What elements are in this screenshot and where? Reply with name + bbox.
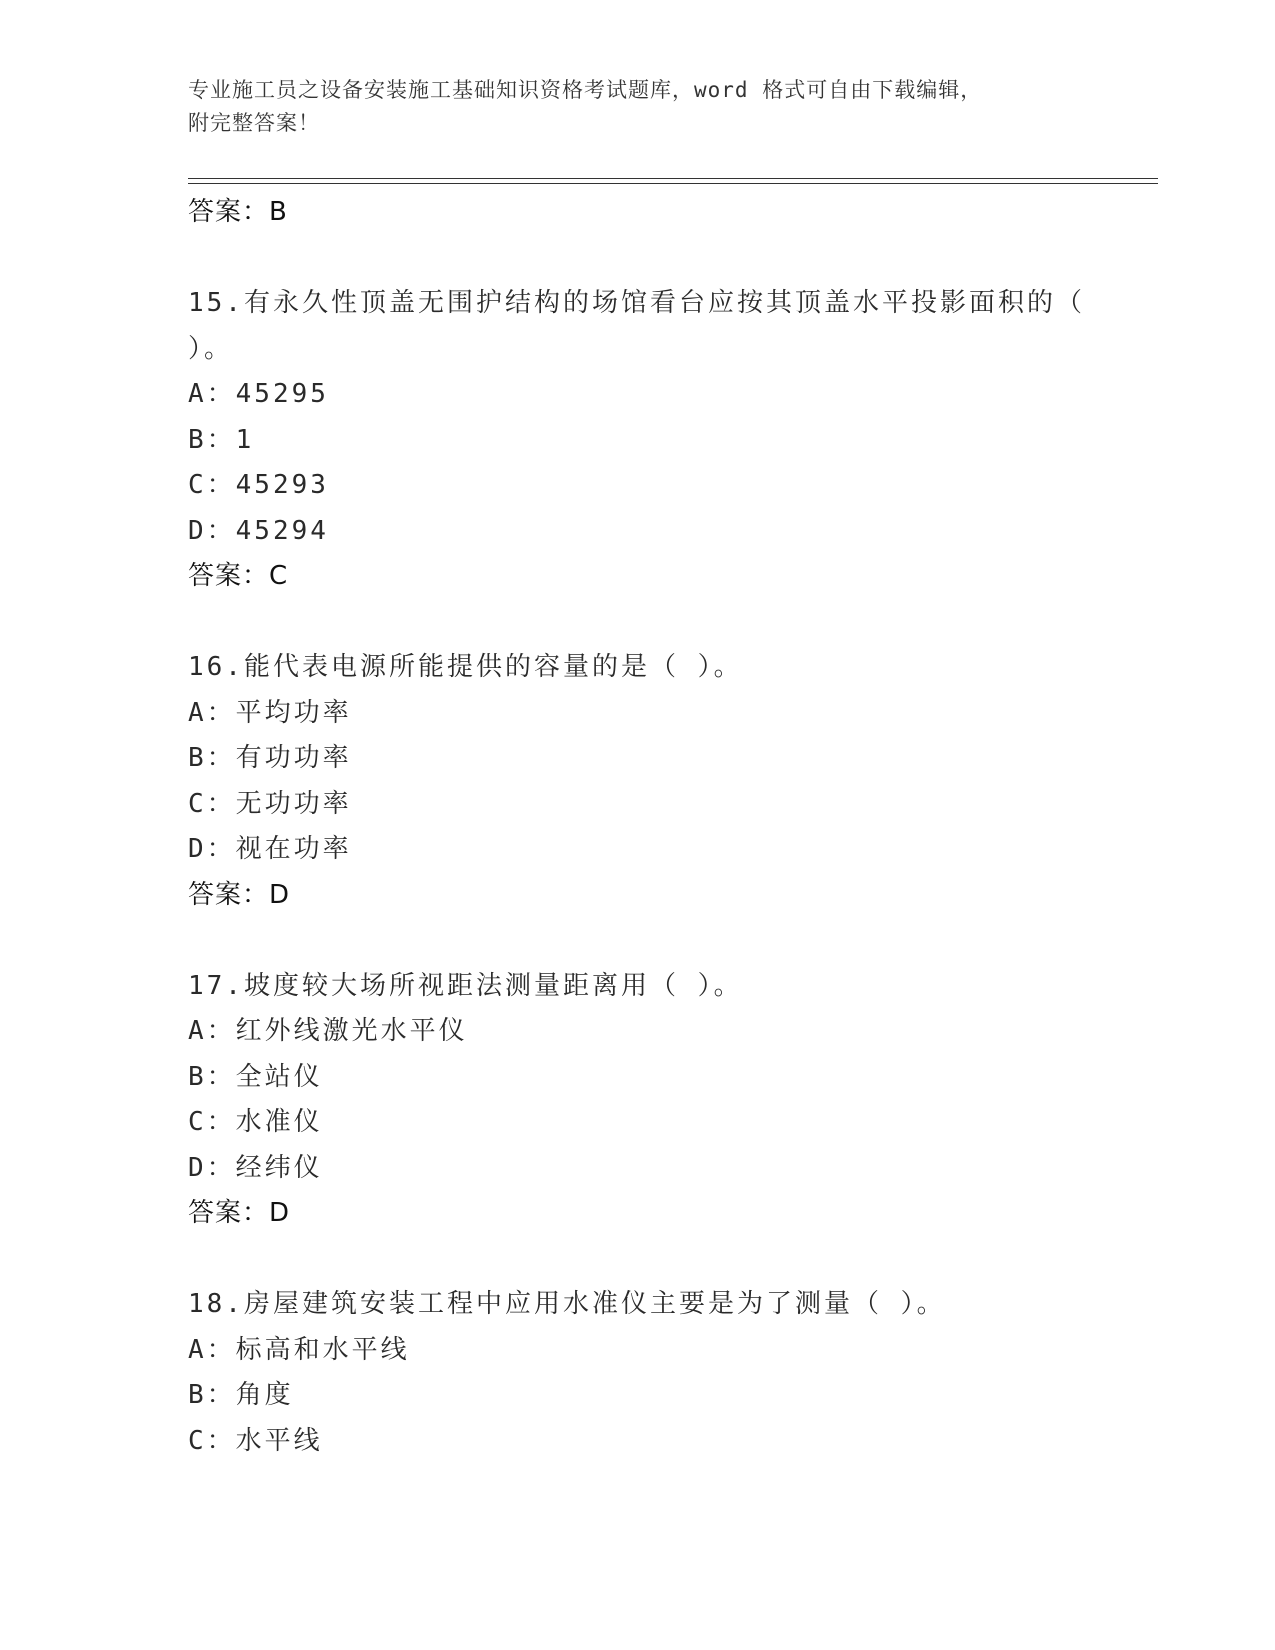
option-b: B：角度 [188, 1380, 294, 1410]
question-16 [188, 645, 1088, 918]
answer: 答案：C [188, 561, 289, 591]
question-17 [188, 964, 1088, 1237]
option-d: D：经纬仪 [188, 1152, 323, 1183]
header-rule-bottom [188, 183, 1158, 184]
question-list [188, 190, 1088, 1464]
option-a: A：标高和水平线 [188, 1334, 410, 1365]
answer: 答案：D [188, 879, 291, 910]
header-rule-top [188, 178, 1158, 179]
option-b: B：全站仪 [188, 1061, 323, 1092]
option-a: A：平均功率 [188, 697, 352, 728]
question-18 [188, 1282, 1088, 1464]
answer: 答案：D [188, 1198, 291, 1228]
option-b: B：有功功率 [188, 743, 352, 773]
previous-answer: 答案：B [188, 197, 288, 227]
question-stem: 16.能代表电源所能提供的容量的是（ ）。 [188, 652, 743, 682]
question-15 [188, 281, 1088, 600]
header-line-2: 附完整答案！ [188, 111, 320, 135]
question-stem: 17.坡度较大场所视距法测量距离用（ ）。 [188, 970, 743, 1001]
option-b: B：1 [188, 424, 255, 455]
option-d: D：视在功率 [188, 834, 352, 864]
option-a: A：红外线激光水平仪 [188, 1016, 468, 1046]
option-d: D：45294 [188, 515, 329, 546]
option-a: A：45295 [188, 379, 329, 409]
option-c: C：45293 [188, 470, 329, 500]
spacer [188, 918, 1088, 964]
spacer [188, 600, 1088, 646]
question-stem: 15.有永久性顶盖无围护结构的场馆看台应按其顶盖水平投影面积的（ [188, 288, 1085, 318]
question-stem: 18.房屋建筑安装工程中应用水准仪主要是为了测量（ ）。 [188, 1289, 946, 1319]
option-c: C：水平线 [188, 1425, 323, 1456]
option-c: C：无功功率 [188, 788, 352, 819]
document-header [188, 74, 1088, 140]
header-line-1: 专业施工员之设备安装施工基础知识资格考试题库，word 格式可自由下载编辑， [188, 78, 983, 102]
option-c: C：水准仪 [188, 1107, 323, 1137]
spacer [188, 236, 1088, 282]
question-stem-continued: ）。 [188, 333, 234, 364]
spacer [188, 1237, 1088, 1283]
